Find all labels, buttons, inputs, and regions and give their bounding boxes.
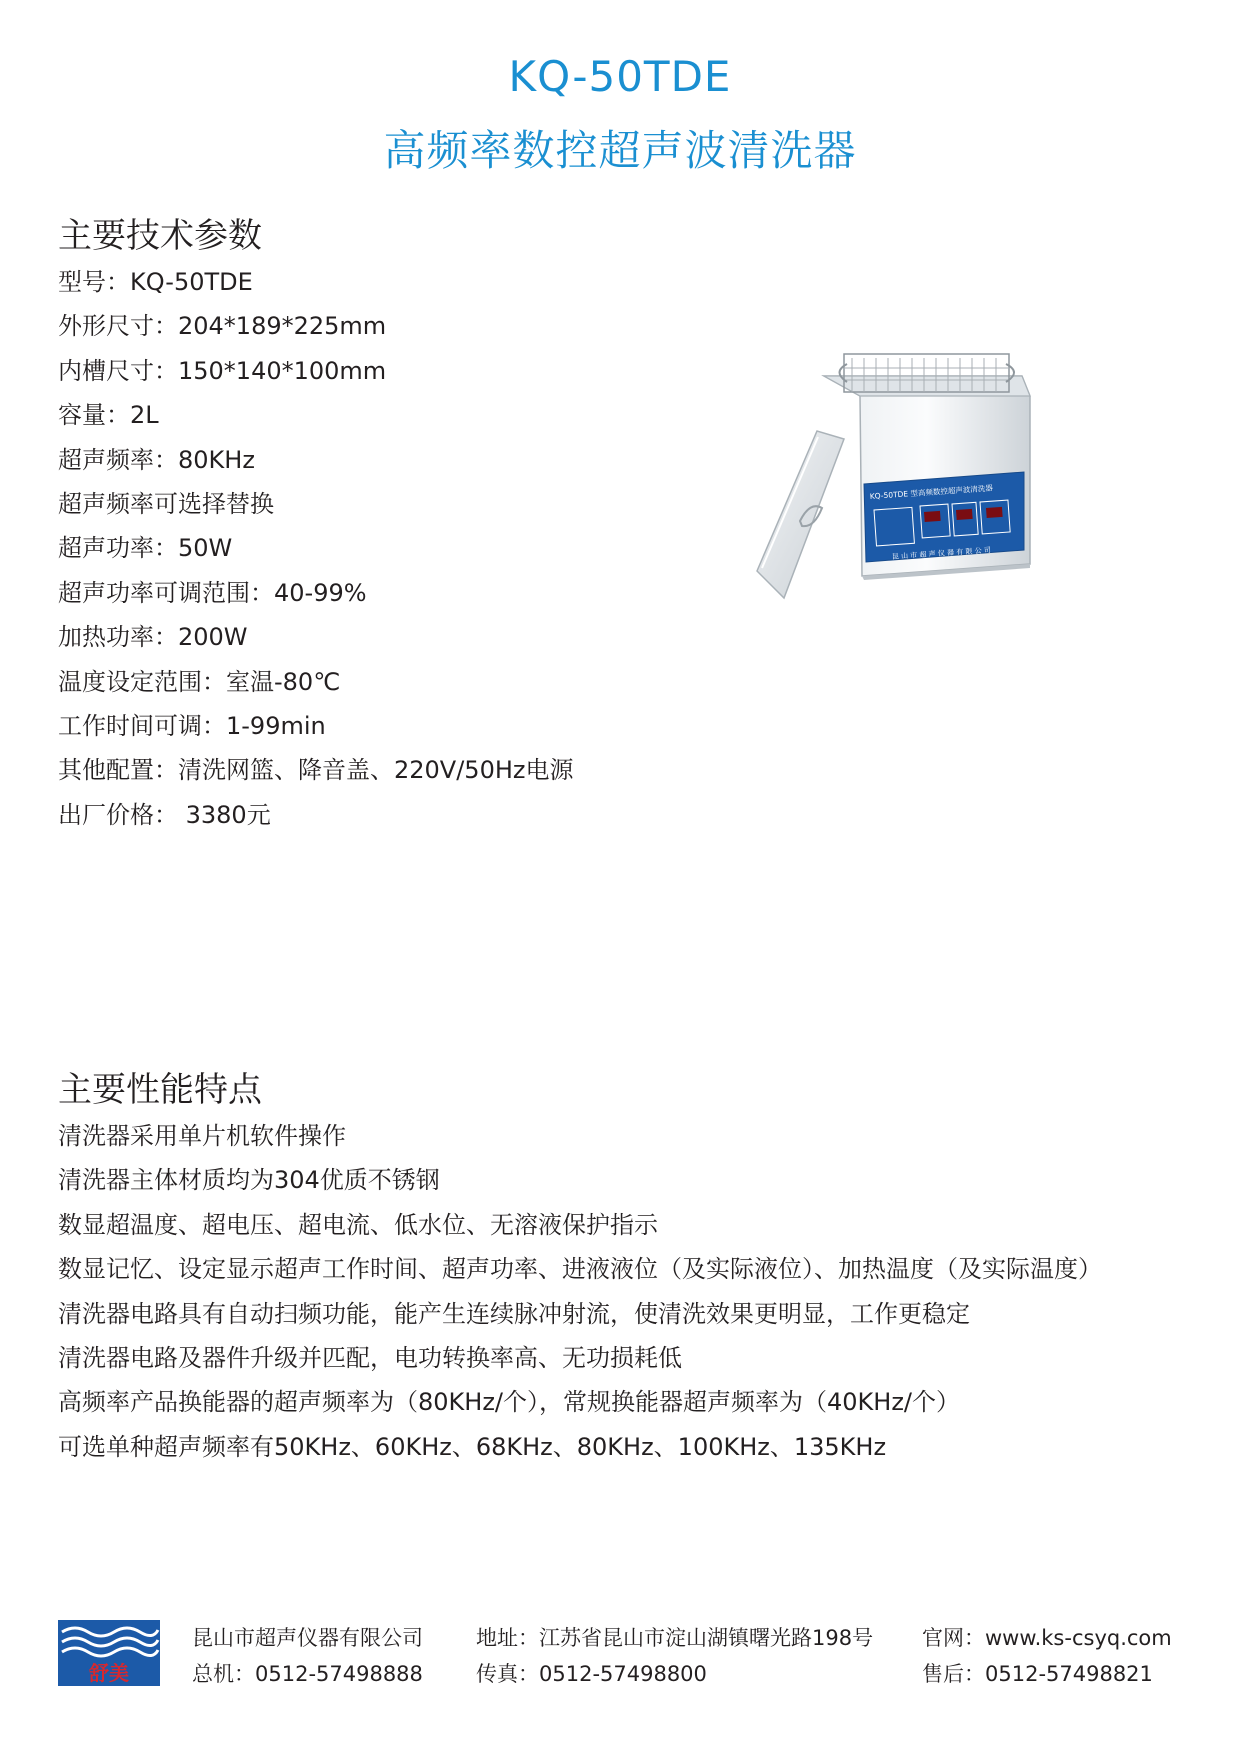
specs-list bbox=[58, 260, 574, 837]
spec-item: 工作时间可调：1-99min bbox=[58, 712, 326, 741]
product-image bbox=[752, 336, 1052, 666]
company-phone: 总机：0512-57498888 bbox=[192, 1662, 423, 1686]
spec-item: 容量：2L bbox=[58, 401, 159, 430]
company-logo bbox=[58, 1620, 160, 1686]
company-address: 地址：江苏省昆山市淀山湖镇曙光路198号 bbox=[476, 1626, 874, 1650]
product-name-title: 高频率数控超声波清洗器 bbox=[383, 126, 857, 175]
company-name: 昆山市超声仪器有限公司 bbox=[192, 1626, 423, 1650]
spec-item: 超声功率可调范围：40-99% bbox=[58, 578, 367, 607]
feature-item: 数显记忆、设定显示超声工作时间、超声功率、进液液位（及实际液位）、加热温度（及实际温度） bbox=[58, 1255, 1102, 1284]
footer-address-col bbox=[476, 1620, 873, 1692]
maker-label: 昆 山 市 超 声 仪 器 有 限 公 司 bbox=[891, 546, 992, 561]
product-model-title: KQ-50TDE bbox=[508, 52, 732, 101]
logo-text: 舒美 bbox=[89, 1661, 129, 1685]
feature-item: 高频率产品换能器的超声频率为（80KHz/个），常规换能器超声频率为（40KHz/个） bbox=[58, 1388, 961, 1417]
display-1 bbox=[924, 511, 941, 522]
control-panel bbox=[864, 472, 1024, 562]
display-3 bbox=[986, 507, 1003, 518]
display-2 bbox=[956, 509, 973, 520]
spec-item: 出厂价格： 3380元 bbox=[58, 800, 271, 829]
feature-item: 数显超温度、超电压、超电流、低水位、无溶液保护指示 bbox=[58, 1210, 658, 1239]
spec-item: 其他配置：清洗网篮、降音盖、220V/50Hz电源 bbox=[58, 756, 574, 785]
spec-item: 加热功率：200W bbox=[58, 623, 248, 652]
feature-item: 清洗器电路及器件升级并匹配，电功转换率高、无功损耗低 bbox=[58, 1344, 682, 1373]
features-list bbox=[58, 1114, 1102, 1469]
feature-item: 清洗器电路具有自动扫频功能，能产生连续脉冲射流，使清洗效果更明显，工作更稳定 bbox=[58, 1299, 970, 1328]
feature-item: 清洗器采用单片机软件操作 bbox=[58, 1122, 346, 1150]
feature-item: 清洗器主体材质均为304优质不锈钢 bbox=[58, 1166, 440, 1195]
spec-item: 超声频率可选择替换 bbox=[58, 490, 274, 519]
feature-item: 可选单种超声频率有50KHz、60KHz、68KHz、80KHz、100KHz、135KHz bbox=[58, 1432, 887, 1461]
footer-company-col bbox=[192, 1620, 423, 1692]
panel-label: KQ-50TDE 型高频数控超声波清洗器 bbox=[869, 483, 994, 501]
footer bbox=[0, 1620, 1240, 1700]
lid bbox=[757, 431, 844, 598]
spec-item: 外形尺寸：204*189*225mm bbox=[58, 312, 387, 341]
company-fax: 传真：0512-57498800 bbox=[476, 1662, 707, 1686]
company-website[interactable]: 官网：www.ks-csyq.com bbox=[922, 1626, 1172, 1650]
spec-item: 超声功率：50W bbox=[58, 534, 233, 563]
spec-item: 超声频率：80KHz bbox=[58, 445, 255, 474]
after-sales-phone: 售后：0512-57498821 bbox=[922, 1662, 1153, 1686]
footer-web-col bbox=[922, 1620, 1172, 1692]
spec-item: 型号：KQ-50TDE bbox=[58, 268, 253, 296]
specs-heading: 主要技术参数 bbox=[58, 216, 262, 256]
features-heading: 主要性能特点 bbox=[58, 1070, 262, 1110]
spec-item: 内槽尺寸：150*140*100mm bbox=[58, 356, 387, 385]
spec-item: 温度设定范围：室温-80℃ bbox=[58, 667, 341, 696]
